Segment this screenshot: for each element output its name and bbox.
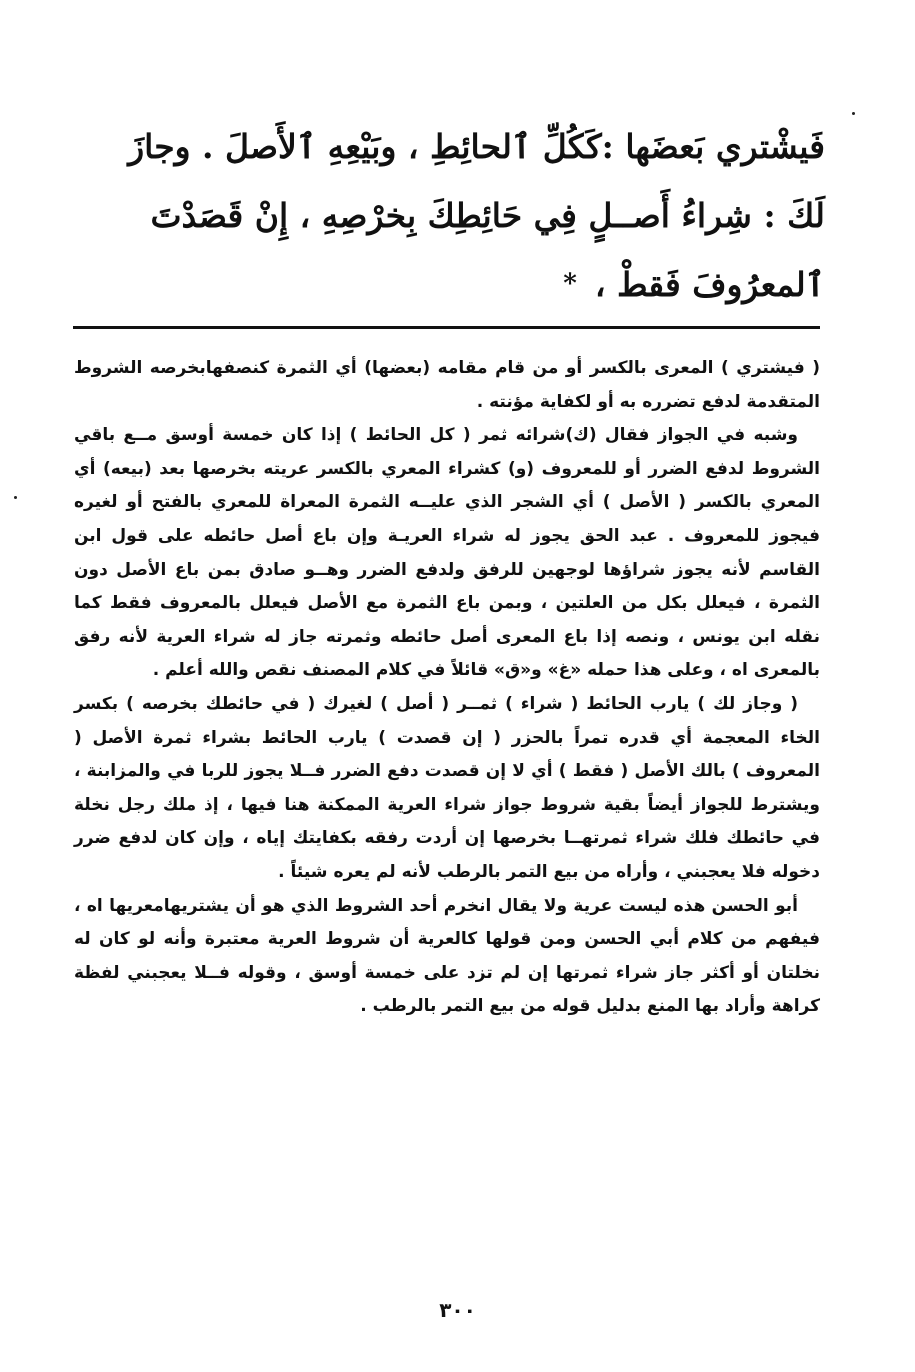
commentary-paragraph-4: أبو الحسن هذه ليست عرية ولا يقال انخرم أحد الشروط الذي هو أن يشتريهامعريها اه ، فيفهم من كلام أبي الحسن ومن قولها كالعرية أن شروط العرية معتبرة وأنه لو كان له نخلتان أو أكثر جاز شراء ثمرتها إن لم تزد على خمسة أوسق ، وقوله فــلا يعجبني لفظة كراهة وأراد بها المنع بدليل قوله من بيع التمر بالرطب . [74,895,820,1017]
page-number: ٣٠٠ [439,1298,476,1322]
divider-line [73,326,820,329]
main-text-line-3 [90,250,825,319]
commentary-paragraph-3: ( وجاز لك ) يارب الحائط ( شراء ) ثمــر ( أصل ) لغيرك ( في حائطك بخرصه ) بكسر الخاء المعجمة أي قدره تمراً بالحزر ( إن قصدت ) يارب الحائط بشراء ثمرة الأصل ( المعروف ) بالك الأصل ( فقط ) أي لا إن قصدت دفع الضرر فــلا يجوز للربا في والمزابنة ، ويشترط للجواز أيضاً بقية شروط جواز شراء العرية الممكنة هنا فيها ، إذ ملك رجل نخلة في حائطك فلك شراء ثمرتهــا بخرصها إن أردت رفقه بكفايتك إياه ، وإن كان لدفع ضرر دخوله فلا يعجبني ، وأراه من بيع التمر بالرطب لأنه لم يعره شيئاً . [74,693,820,882]
commentary-paragraph-1: ( فيشتري ) المعرى بالكسر أو من قام مقامه (بعضها) أي الثمرة كنصفهابخرصه الشروط المتقدمة لدفع تضرره به أو لكفاية مؤنته . [74,358,820,412]
main-text-line-1: فَيشْتري بَعضَها :كَكُلِّ ٱلحائِطِ ، وبَيْعِهِ ٱلأَصلَ . وجازَ [128,127,825,166]
asterisk-marker: * [563,269,577,299]
main-text-block [90,112,825,319]
scan-speck [14,496,17,499]
commentary-block [74,352,820,1024]
commentary-paragraph-2: وشبه في الجواز فقال (ك)شرائه ثمر ( كل الحائط ) إذا كان خمسة أوسق مــع باقي الشروط لدفع الضرر أو للمعروف (و) كشراء المعري بالكسر عريته بخرصها بعد (بيعه) أي المعري بالكسر ( الأصل ) أي الشجر الذي عليــه الثمرة المعراة للمعري بالفتح أو لغيره فيجوز للمعروف . عبد الحق يجوز له شراء العريـة وإن باع أصل حائطه على قول ابن القاسم لأنه يجوز شراؤها لوجهين للرفق ولدفع الضرر وهــو صادق بمن باع الأصل دون الثمرة ، فيعلل بكل من العلتين ، وبمن باع الثمرة مع الأصل فيعلل بالمعروف فقط كما نقله ابن يونس ، ونصه إذا باع المعرى أصل حائطه وثمرته جاز له شراء العرية لأنه رفق بالمعرى اه ، وعلى هذا حمله «غ» و«ق» قائلاً في كلام المصنف نقص والله أعلم . [74,425,820,681]
main-text-line-2: لَكَ : شِراءُ أَصــلٍ فِي حَائِطِكَ بِخرْصِهِ ، إِنْ قَصَدْتَ [150,196,825,235]
scan-speck [852,112,855,115]
main-text-line-3-text: ٱلمعرُوفَ فَقطْ ، [594,265,825,304]
